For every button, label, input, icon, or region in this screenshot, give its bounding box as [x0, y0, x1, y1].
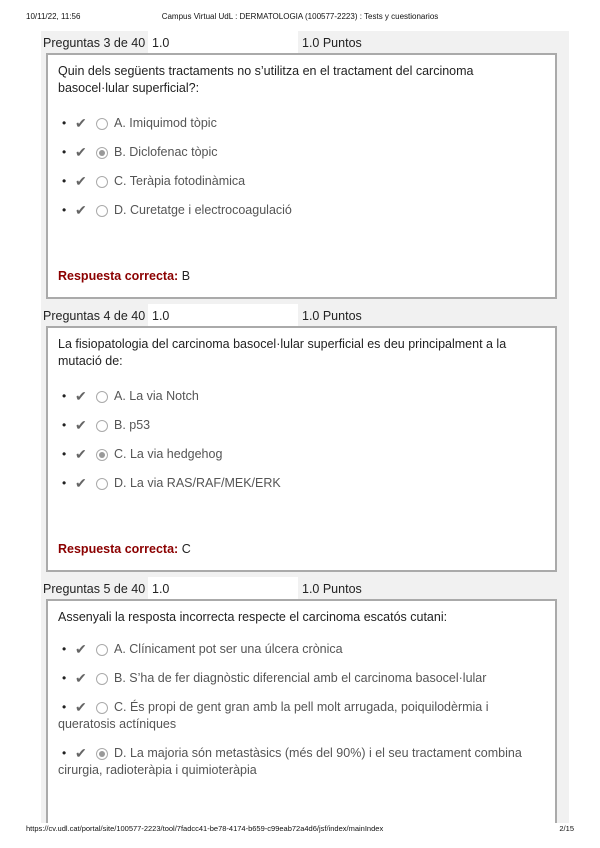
question-number: Preguntas 3 de 40: [43, 36, 146, 50]
check-icon: ✔: [75, 699, 87, 715]
bullet: •: [62, 418, 67, 432]
question-text: Assenyali la resposta incorrecta respecte el carcinoma escatós cutani:: [58, 610, 448, 624]
question-header: [41, 304, 569, 326]
bullet: •: [62, 203, 67, 217]
print-title: Campus Virtual UdL : DERMATOLOGIA (100577-2223) : Tests y cuestionarios: [161, 12, 439, 21]
bullet: •: [62, 116, 67, 130]
print-date: 10/11/22, 11:56: [26, 12, 81, 21]
answer-text: B. p53: [114, 418, 151, 432]
question-number: Preguntas 4 de 40: [43, 309, 146, 323]
check-icon: ✔: [75, 115, 87, 131]
bullet: •: [62, 642, 67, 656]
question-box: [46, 599, 557, 823]
radio-button[interactable]: [96, 118, 108, 130]
question-header: [41, 31, 569, 53]
bullet: •: [62, 746, 67, 760]
bullet: •: [62, 447, 67, 461]
correct-answer-value: B: [181, 269, 191, 283]
correct-answer-label: Respuesta correcta:: [58, 542, 179, 556]
print-url: https://cv.udl.cat/portal/site/100577-2223/tool/7fadcc41-be78-4174-b659-c99eab72a4d6/jsf/index/mainIndex: [26, 824, 384, 833]
check-icon: ✔: [75, 446, 87, 462]
question-text: Quin dels següents tractaments no s’utilitza en el tractament del carcinoma basocel·lular superficial?:: [58, 64, 474, 95]
answer-text: D. Curetatge i electrocoagulació: [114, 203, 292, 217]
correct-answer-value: C: [181, 542, 191, 556]
answer-text: A. Imiquimod tòpic: [114, 116, 217, 130]
question-box: [46, 53, 557, 299]
radio-button-selected[interactable]: [96, 449, 108, 461]
radio-button[interactable]: [96, 420, 108, 432]
radio-button[interactable]: [96, 176, 108, 188]
answer-option[interactable]: [58, 745, 538, 779]
bullet: •: [62, 700, 67, 714]
question-box: [46, 326, 557, 572]
answer-text: D. La majoria són metastàsics (més del 90%) i el seu tractament combina cirurgia, radioteràpia i quimioteràpia: [58, 746, 522, 777]
radio-button-selected[interactable]: [96, 147, 108, 159]
radio-button[interactable]: [96, 478, 108, 490]
bullet: •: [62, 174, 67, 188]
print-footer: [26, 824, 574, 836]
quiz-page: [41, 31, 569, 823]
question-header: [41, 577, 569, 599]
question-points: 1.0 Puntos: [302, 36, 362, 50]
radio-button[interactable]: [96, 644, 108, 656]
check-icon: ✔: [75, 173, 87, 189]
check-icon: ✔: [75, 144, 87, 160]
correct-answer: [58, 269, 190, 283]
check-icon: ✔: [75, 202, 87, 218]
answer-text: C. Teràpia fotodinàmica: [114, 174, 246, 188]
correct-answer: [58, 542, 191, 556]
grade-field[interactable]: 1.0: [148, 304, 298, 326]
answer-text: B. S’ha de fer diagnòstic diferencial amb el carcinoma basocel·lular: [114, 671, 487, 685]
answer-text: D. La via RAS/RAF/MEK/ERK: [114, 476, 281, 490]
bullet: •: [62, 476, 67, 490]
check-icon: ✔: [75, 745, 87, 761]
question-points: 1.0 Puntos: [302, 309, 362, 323]
print-header: [26, 12, 574, 24]
answer-text: C. És propi de gent gran amb la pell molt arrugada, poiquilodèrmia i queratosis actíniques: [58, 700, 489, 731]
correct-answer-label: Respuesta correcta:: [58, 269, 179, 283]
radio-button[interactable]: [96, 205, 108, 217]
question-number: Preguntas 5 de 40: [43, 582, 146, 596]
radio-button[interactable]: [96, 673, 108, 685]
grade-field[interactable]: 1.0: [148, 577, 298, 599]
answer-text: B. Diclofenac tòpic: [114, 145, 218, 159]
grade-field[interactable]: 1.0: [148, 31, 298, 53]
radio-button[interactable]: [96, 391, 108, 403]
check-icon: ✔: [75, 417, 87, 433]
question-points: 1.0 Puntos: [302, 582, 362, 596]
answer-option[interactable]: [58, 699, 538, 733]
page-number: 2/15: [559, 824, 574, 833]
answer-text: A. Clínicament pot ser una úlcera crònica: [114, 642, 343, 656]
answer-text: A. La via Notch: [114, 389, 199, 403]
bullet: •: [62, 145, 67, 159]
check-icon: ✔: [75, 641, 87, 657]
bullet: •: [62, 671, 67, 685]
bullet: •: [62, 389, 67, 403]
question-text: La fisiopatologia del carcinoma basocel·lular superficial es deu principalment a la mutació de:: [58, 337, 507, 368]
check-icon: ✔: [75, 475, 87, 491]
answer-text: C. La via hedgehog: [114, 447, 223, 461]
check-icon: ✔: [75, 670, 87, 686]
check-icon: ✔: [75, 388, 87, 404]
